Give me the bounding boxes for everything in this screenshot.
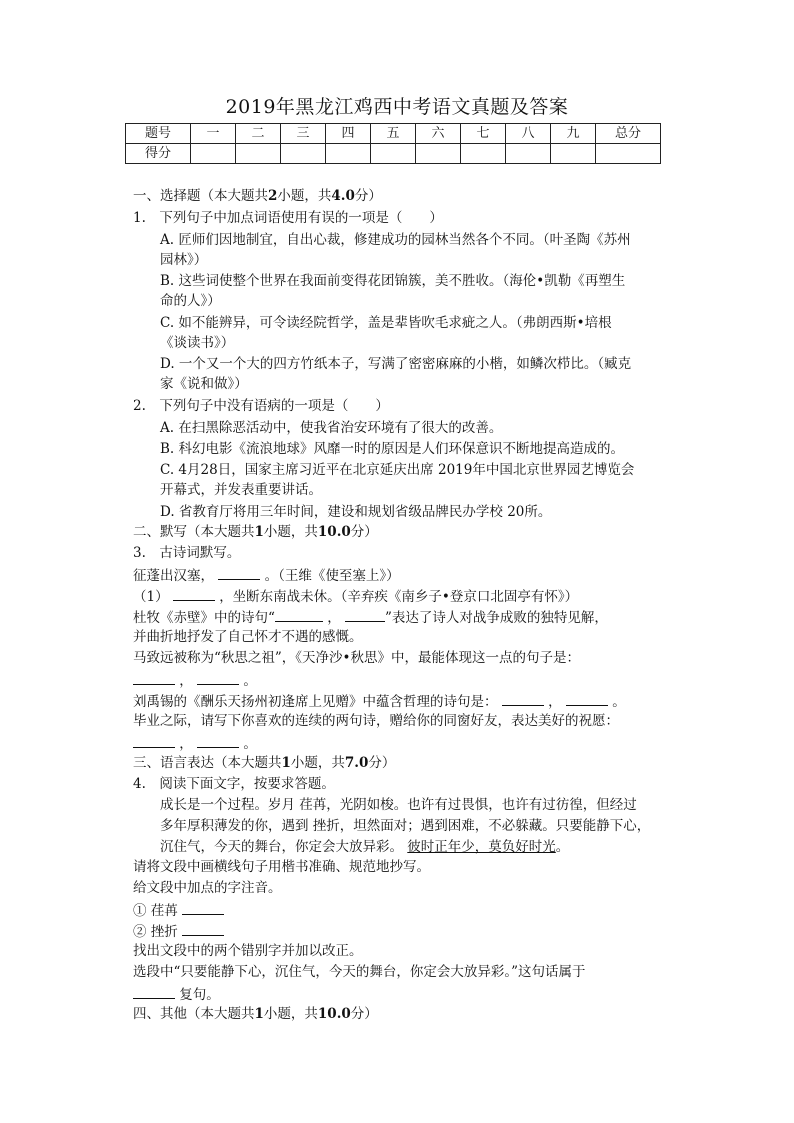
q4-passage-line-2: 多年厚积薄发的你，遇到 挫折，坦然面对；遇到困难，不必躲藏。只要能静下心， [160, 818, 651, 834]
q1-option-a: A. 匠师们因地制宜，自出心裁，修建成功的园林当然各个不同。（叶圣陶《苏州 [160, 232, 631, 248]
score-cell[interactable] [326, 144, 371, 164]
q3-text: ， [548, 694, 562, 710]
answer-blank[interactable] [133, 983, 175, 999]
section-count: 1 [281, 755, 291, 771]
q3-text: 。 [243, 673, 257, 689]
q3-text: 杜牧《赤壁》中的诗句“ [133, 610, 275, 626]
q3-text: ， [179, 673, 193, 689]
q3-line-3 [133, 606, 608, 628]
question-4-stem: 4. 阅读下面文字，按要求答题。 [133, 776, 335, 792]
section-score: 4.0 [331, 188, 355, 204]
underlined-sentence: 彼时正年少，莫负好时光 [407, 839, 556, 855]
score-table-header-row [126, 124, 661, 144]
question-2-stem: 2. 下列句子中没有语病的一项是（ ） [133, 398, 389, 414]
table-cell: 三 [281, 124, 326, 144]
q3-text: 。（王维《使至塞上》） [264, 568, 400, 584]
section-count: 1 [254, 1006, 264, 1022]
q2-option-d: D. 省教育厅将用三年时间，建设和规划省级品牌民办学校 20所。 [160, 504, 552, 520]
q4-text: ① 荏苒 [133, 903, 178, 919]
table-cell: 八 [506, 124, 551, 144]
q1-option-b: B. 这些词使整个世界在我面前变得花团锦簇，美不胜收。（海伦•凯勒《再塑生 [160, 273, 626, 289]
section-text: 小题，共 [290, 755, 345, 771]
answer-blank[interactable] [133, 732, 175, 748]
section-text: 一、选择题（本大题共 [133, 188, 268, 204]
question-1-stem: 1. 下列句子中加点词语使用有误的一项是（ ） [133, 210, 443, 226]
section-heading-3 [133, 753, 395, 773]
score-cell[interactable] [191, 144, 236, 164]
answer-blank[interactable] [133, 669, 175, 685]
table-cell: 七 [461, 124, 506, 144]
section-heading-4 [133, 1004, 378, 1024]
score-cell[interactable] [281, 144, 326, 164]
answer-blank[interactable] [345, 606, 385, 622]
q3-line-1 [133, 564, 400, 586]
section-text: 小题，共 [277, 188, 332, 204]
table-cell: 九 [551, 124, 596, 144]
section-count: 1 [254, 524, 264, 540]
score-cell[interactable] [461, 144, 506, 164]
page-title: 2019年黑龙江鸡西中考语文真题及答案 [225, 96, 569, 118]
section-text: 分） [350, 524, 378, 540]
q3-text: 。 [612, 694, 626, 710]
section-text: 二、默写（本大题共 [133, 524, 255, 540]
answer-blank[interactable] [566, 690, 608, 706]
q4-text: 沉住气，今天的舞台，你定会大放异彩。 [160, 839, 403, 855]
q3-line-2 [133, 585, 578, 607]
q4-task-4 [133, 920, 224, 942]
answer-blank[interactable] [502, 690, 544, 706]
table-cell: 四 [326, 124, 371, 144]
answer-blank[interactable] [197, 669, 239, 685]
score-cell[interactable] [236, 144, 281, 164]
q1-option-c-cont: 《谈读书》） [160, 335, 235, 351]
score-table-score-row [126, 144, 661, 164]
q1-option-d: D. 一个又一个大的四方竹纸本子，写满了密密麻麻的小楷，如鳞次栉比。（臧克 [160, 356, 632, 372]
q1-option-b-cont: 命的人》） [160, 293, 221, 309]
q4-passage-line-3 [160, 837, 569, 857]
q4-task-3 [133, 899, 224, 921]
q4-task-5: 找出文段中的两个错别字并加以改正。 [133, 943, 363, 959]
answer-blank[interactable] [197, 732, 239, 748]
section-text: 小题，共 [263, 524, 318, 540]
table-cell: 题号 [126, 124, 191, 144]
answer-blank[interactable] [182, 920, 224, 936]
q2-option-c-cont: 开幕式，并发表重要讲话。 [160, 482, 322, 498]
table-cell: 二 [236, 124, 281, 144]
table-cell: 五 [371, 124, 416, 144]
q3-line-8: 毕业之际，请写下你喜欢的连续的两句诗，赠给你的同窗好友，表达美好的祝愿： [133, 713, 619, 729]
section-score: 7.0 [344, 755, 369, 771]
section-count: 2 [268, 188, 278, 204]
score-cell[interactable] [506, 144, 551, 164]
section-text: 小题，共 [263, 1006, 318, 1022]
answer-blank[interactable] [218, 564, 260, 580]
q3-text: ”表达了诗人对战争成败的独特见解， [385, 610, 608, 626]
section-text: 三、语言表达（本大题共 [133, 755, 282, 771]
q3-line-4: 并曲折地抒发了自己怀才不遇的感慨。 [133, 629, 363, 645]
section-text: 分） [368, 755, 396, 771]
q3-text: 征蓬出汉塞， [133, 568, 214, 584]
q3-line-9 [133, 732, 257, 754]
table-cell: 得分 [126, 144, 191, 164]
score-cell[interactable] [551, 144, 596, 164]
section-text: 分） [350, 1006, 378, 1022]
score-table [125, 123, 661, 164]
score-cell[interactable] [416, 144, 461, 164]
q4-task-1: 请将文段中画横线句子用楷书准确、规范地抄写。 [133, 859, 430, 875]
table-cell: 一 [191, 124, 236, 144]
score-cell[interactable] [371, 144, 416, 164]
section-heading-1 [133, 186, 382, 206]
score-cell[interactable] [596, 144, 661, 164]
question-3-stem: 3. 古诗词默写。 [133, 545, 241, 561]
section-score: 10.0 [317, 524, 351, 540]
q3-text: ，坐断东南战未休。（辛弃疾《南乡子•登京口北固亭有怀》） [219, 589, 579, 605]
table-cell: 总分 [596, 124, 661, 144]
q4-text: 复句。 [179, 987, 220, 1003]
q3-line-7 [133, 690, 626, 712]
q2-option-a: A. 在扫黑除恶活动中，使我省治安环境有了很大的改善。 [160, 420, 503, 436]
q1-option-d-cont: 家《说和做》） [160, 376, 248, 392]
q4-passage-line-1: 成长是一个过程。岁月 荏苒，光阴如梭。也许有过畏惧，也许有过彷徨，但经过 [160, 797, 637, 813]
q3-text: ， [327, 610, 341, 626]
q3-text: 。 [243, 736, 257, 752]
section-heading-2 [133, 522, 378, 542]
q3-text: 刘禹锡的《酬乐天扬州初逢席上见赠》中蕴含哲理的诗句是： [133, 694, 498, 710]
table-cell: 六 [416, 124, 461, 144]
q4-task-6: 选段中“只要能静下心，沉住气，今天的舞台，你定会大放异彩。”这句话属于 [133, 964, 586, 980]
q4-text: ② 挫折 [133, 924, 178, 940]
section-text: 四、其他（本大题共 [133, 1006, 255, 1022]
q2-option-b: B. 科幻电影《流浪地球》风靡一时的原因是人们环保意识不断地提高造成的。 [160, 441, 625, 457]
section-score: 10.0 [317, 1006, 351, 1022]
q4-text: 。 [555, 839, 570, 855]
q3-line-6 [133, 669, 257, 691]
q3-line-5: 马致远被称为“秋思之祖”，《天净沙•秋思》中，最能体现这一点的句子是： [133, 650, 581, 666]
q2-option-c: C. 4月28日，国家主席习近平在北京延庆出席 2019年中国北京世界园艺博览会 [160, 462, 635, 478]
answer-blank[interactable] [182, 899, 224, 915]
q4-task-2: 给文段中加点的字注音。 [133, 880, 282, 896]
answer-blank[interactable] [275, 606, 323, 622]
q3-text: （1） [133, 589, 169, 605]
q3-text: ， [179, 736, 193, 752]
q4-task-7 [133, 983, 220, 1005]
answer-blank[interactable] [173, 585, 215, 601]
q1-option-c: C. 如不能辨异，可令读经院哲学，盖是辈皆吹毛求疵之人。（弗朗西斯•培根 [160, 315, 612, 331]
section-text: 分） [354, 188, 382, 204]
q1-option-a-cont: 园林》） [160, 252, 208, 268]
